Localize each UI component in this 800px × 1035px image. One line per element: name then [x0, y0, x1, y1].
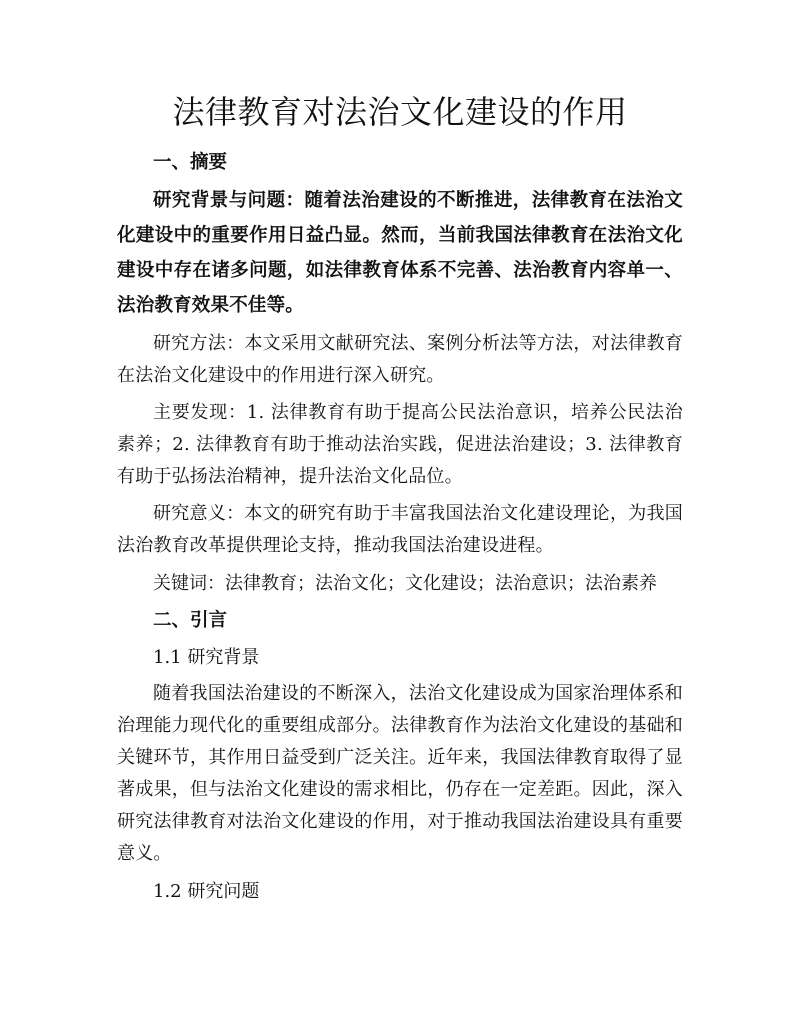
findings-paragraph: 主要发现：1. 法律教育有助于提高公民法治意识，培养公民法治素养；2. 法律教育有助于推动法治实践，促进法治建设；3. 法律教育有助于弘扬法治精神，提升法治文化品位。: [117, 402, 683, 487]
background-1-1-paragraph: 随着我国法治建设的不断深入，法治文化建设成为国家治理体系和治理能力现代化的重要组成部分。法律教育作为法治文化建设的基础和关键环节，其作用日益受到广泛关注。近年来，我国法律教育取得了显著成果，但与法治文化建设的需求相比，仍存在一定差距。因此，深入研究法律教育对法治文化建设的作用，对于推动我国法治建设具有重要意义。: [117, 683, 683, 864]
background-paragraph: 研究背景与问题：随着法治建设的不断推进，法律教育在法治文化建设中的重要作用日益凸显。然而，当前我国法律教育在法治文化建设中存在诸多问题，如法律教育体系不完善、法治教育内容单一、法治教育效果不佳等。: [117, 190, 683, 316]
subsection-heading-1-2: 1.2 研究问题: [153, 881, 260, 902]
intro-heading: 二、引言: [153, 610, 228, 631]
abstract-heading: 一、摘要: [153, 152, 228, 173]
methods-paragraph: 研究方法：本文采用文献研究法、案例分析法等方法，对法律教育在法治文化建设中的作用进行深入研究。: [117, 333, 683, 386]
significance-paragraph: 研究意义：本文的研究有助于丰富我国法治文化建设理论，为我国法治教育改革提供理论支持，推动我国法治建设进程。: [117, 503, 683, 556]
document-body: [117, 146, 683, 912]
keywords-line: 关键词：法律教育；法治文化；文化建设；法治意识；法治素养: [153, 573, 657, 594]
document-title: 法律教育对法治文化建设的作用: [172, 93, 628, 131]
subsection-heading-1-1: 1.1 研究背景: [153, 647, 260, 668]
